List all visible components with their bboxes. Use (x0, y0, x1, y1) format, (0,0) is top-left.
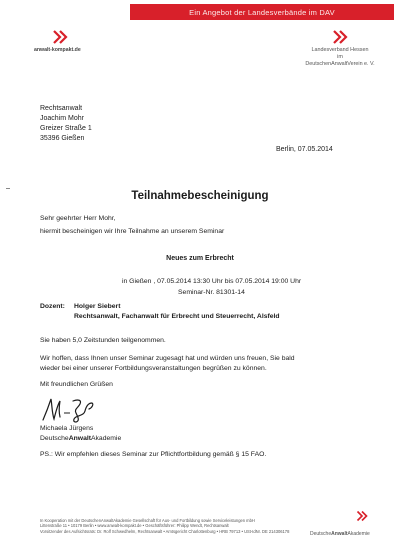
association-line1: Landesverband Hessen (311, 47, 369, 53)
seminar-number: Seminar-Nr. 81301-14 (178, 289, 245, 296)
recipient-line3: Greizer Straße 1 (40, 125, 92, 132)
left-logo-text: anwalt-kompakt.de (34, 47, 81, 53)
signer-name: Michaela Jürgens (40, 425, 94, 432)
hope-line2: wieder bei einer unserer Fortbildungsveranstaltungen begrüßen zu können. (40, 365, 267, 372)
anwalt-kompakt-logo-icon (52, 29, 68, 45)
lecturer-row (40, 302, 120, 312)
association-line2: im (337, 54, 343, 60)
closing-greeting: Mit freundlichen Grüßen (40, 381, 113, 388)
recipient-line2: Joachim Mohr (40, 115, 84, 122)
top-banner (130, 4, 394, 20)
association-logo-icon (332, 29, 348, 45)
footer-line2: Littenstraße 11 • 10179 Berlin • www.anwalt-kompakt.de • Geschäftsführer: Philipp Wendt, Rechtsanwalt (40, 523, 229, 529)
footer-line1: In Kooperation mit der DeutschenAnwaltAkademie Gesellschaft für Aus- und Fortbildung sowie Serviceleistungen mbH (40, 518, 255, 523)
lecturer-description: Rechtsanwalt, Fachanwalt für Erbrecht und Steuerrecht, Alsfeld (74, 313, 280, 320)
fold-mark (6, 188, 10, 189)
signer-organization: DeutscheAnwaltAkademie (40, 435, 122, 442)
document-title: Teilnahmebescheinigung (131, 190, 269, 202)
banner-text: Ein Angebot der Landesverbände im DAV (189, 7, 335, 17)
seminar-time: in Gießen , 07.05.2014 13:30 Uhr bis 07.05.2014 19:00 Uhr (122, 278, 302, 285)
intro-text: hiermit bescheinigen wir Ihre Teilnahme an unserem Seminar (40, 228, 225, 235)
signature-icon (40, 395, 100, 423)
hope-line1: Wir hoffen, dass Ihnen unser Seminar zugesagt hat und würden uns freuen, Sie bald (40, 355, 295, 362)
footer-line3: Vorsitzender des Aufsichtsrats: Dr. Rolf Schwedhelm, Rechtsanwalt • Amtsgericht Charlottenburg • HRB 79713 • USt-IdNr. DE 214306178 (40, 528, 290, 534)
academy-logo-icon (356, 510, 368, 522)
recipient-line4: 35396 Gießen (40, 135, 85, 142)
letter-date: Berlin, 07.05.2014 (276, 146, 333, 153)
footer-imprint (40, 518, 290, 534)
lecturer-name: Holger Siebert (74, 303, 121, 310)
association-line3: DeutschenAnwaltVerein e. V. (305, 61, 375, 67)
seminar-title: Neues zum Erbrecht (166, 255, 234, 262)
salutation: Sehr geehrter Herr Mohr, (40, 215, 116, 222)
association-text (300, 47, 380, 68)
lecturer-label: Dozent: (40, 303, 65, 310)
postscript: PS.: Wir empfehlen dieses Seminar zur Pflichtfortbildung gemäß § 15 FAO. (40, 451, 267, 458)
recipient-address (40, 104, 92, 144)
hours-text: Sie haben 5,0 Zeitstunden teilgenommen. (40, 337, 166, 344)
footer-brand: DeutscheAnwaltAkademie (310, 531, 370, 537)
recipient-line1: Rechtsanwalt (40, 105, 83, 112)
